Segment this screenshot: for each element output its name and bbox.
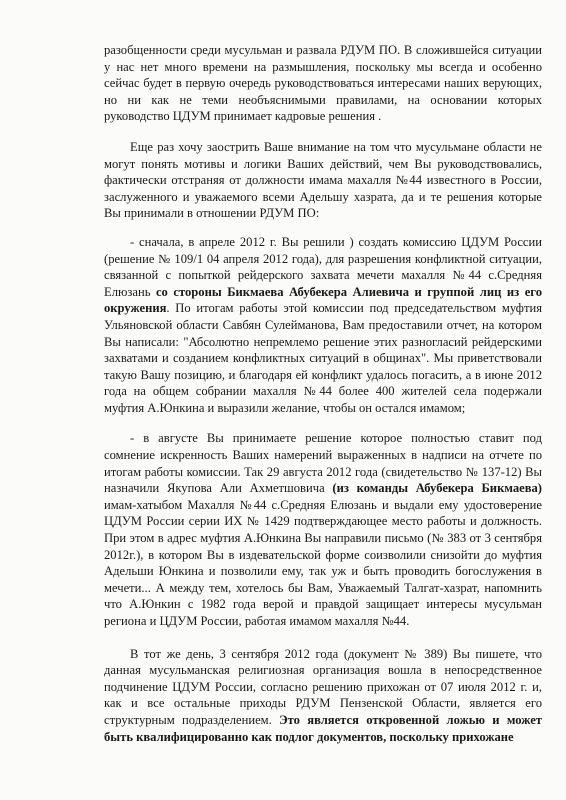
paragraph-text: . По итогам работы этой комиссии под председательством муфтия Ульяновской области Савбян Сулейманова, Вам предоставили отчет, на котором Вы написали: "Абсолютно непремлемо решение этих разногласий рейдерскими захватами и созданием конфликтных ситуаций в общинах". Мы приветствовали такую Вашу позицию, и благодаря ей конфликт удалось погасить, а в июне 2012 года на общем собрании махалля №44 более 400 жителей села подержали муфтия А.Юнкина и выразили желание, чтобы он остался имамом; [104, 301, 542, 415]
paragraph-text: Еще раз хочу заострить Ваше внимание на том что мусульмане области не могут понять мотивы и логики Ваших действий, чем Вы руководствовались, фактически отстраняя от должности имама махалля №44 известного в России, заслуженного и уважаемого всеми Адельшу хазрата, да и те решения которые Вы принимали в отношении РДУМ ПО: [104, 139, 542, 221]
emphasized-text: со стороны Бикмаева Абубекера Алиевича и группой лиц из его окружения [104, 284, 542, 316]
emphasized-text: Это является откровенной ложью и может быть квалифицированно как подлог документов, поскольку прихожане [104, 712, 542, 744]
paragraph-text: разобщенности среди мусульман и развала РДУМ ПО. В сложившейся ситуации у нас нет много времени на размышления, поскольку мы всегда и особенно сейчас будет в первую очередь руководствоваться интересами наших верующих, но ни как не теми необъяснимыми правилами, на основании которых руководство ЦДУМ принимает кадровые решения . [104, 43, 542, 124]
paragraph-4 [104, 430, 542, 629]
paragraph-1 [104, 42, 542, 125]
paragraph-5 [104, 646, 542, 746]
paragraph-text: - в августе Вы принимаете решение которое полностью ставит под сомнение искренность Ваших намерений выраженных в надписи на отчете по итогам работы комиссии. Так 29 августа 2012 года (свидетельство № 137-12) Вы назначили Якупова Али Ахметшовича [104, 431, 542, 496]
paragraph-3 [104, 234, 542, 417]
paragraph-text: - сначала, в апреле 2012 г. Вы решили ) создать комиссию ЦДУМ России (решение № 109/1 04 апреля 2012 года), для разрешения конфликтной ситуации, связанной с попыткой рейдерского захвата мечети махалля №44 с.Средняя Елюзань [104, 234, 542, 299]
emphasized-text: (из команды Абубекера Бикмаева) [332, 481, 542, 496]
paragraph-2 [104, 139, 542, 222]
paragraph-text: В тот же день, 3 сентября 2012 года (документ № 389) Вы пишете, что данная мусульманская религиозная организация вошла в непосредственное подчинение ЦДУМ России, согласно решению прихожан от 07 июля 2012 г. и, как и все остальные приходы РДУМ Пензенской Области, является его структурным подразделением. [104, 646, 542, 727]
paragraph-text: имам-хатыбом Махалля №44 с.Средняя Елюзань и выдали ему удостоверение ЦДУМ России серии ИХ № 1429 подтверждающее место работы и должность. При этом в адрес муфтия А.Юнкина Вы направили письмо (№ 383 от 3 сентября 2012г.), в котором Вы в издевательской форме соизволили снизойти до муфтия Адельши Юнкина и позволили ему, так уж и быть проводить богослужения в мечети... А между тем, хотелось бы Вам, Уважаемый Талгат-хазрат, напомнить что А.Юнкин с 1982 года верой и правдой защищает интересы мусульман региона и ЦДУМ России, работая имамом махалля №44. [104, 497, 542, 628]
